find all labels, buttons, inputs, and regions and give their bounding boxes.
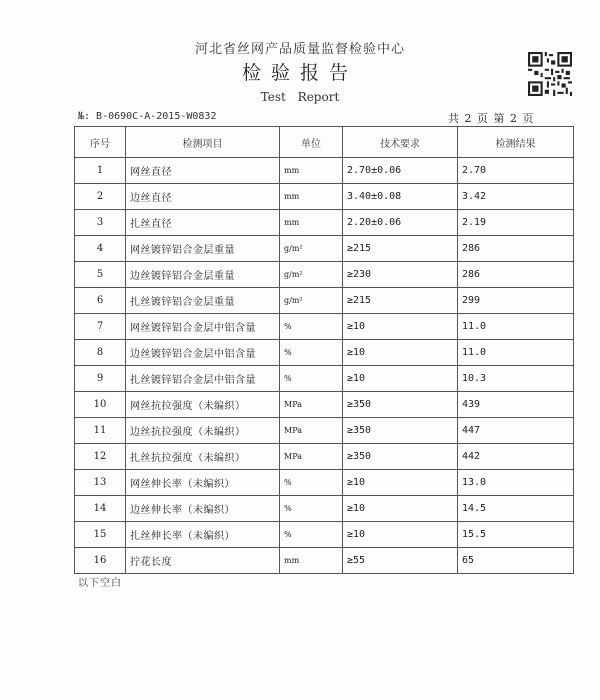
unit-cell: %: [280, 340, 343, 366]
row-number-cell: 16: [75, 548, 126, 574]
unit-cell: %: [280, 470, 343, 496]
table-row: [75, 288, 574, 314]
row-number-cell: 15: [75, 522, 126, 548]
table-row: [75, 210, 574, 236]
test-item-cell: 边丝抗拉强度（未编织）: [126, 418, 280, 444]
result-cell: 439: [458, 392, 574, 418]
table-row: [75, 470, 574, 496]
table-row: [75, 262, 574, 288]
table-row: [75, 236, 574, 262]
requirement-cell: ≥350: [343, 418, 458, 444]
table-row: [75, 366, 574, 392]
table-row: [75, 392, 574, 418]
test-item-cell: 扎丝抗拉强度（未编织）: [126, 444, 280, 470]
requirement-cell: ≥10: [343, 470, 458, 496]
requirement-cell: ≥10: [343, 522, 458, 548]
test-item-cell: 扎丝伸长率（未编织）: [126, 522, 280, 548]
requirement-cell: ≥350: [343, 444, 458, 470]
test-item-cell: 网丝镀锌铝合金层中铝含量: [126, 314, 280, 340]
report-number: №: B-0690C-A-2015-W0832: [78, 111, 217, 122]
test-item-cell: 边丝直径: [126, 184, 280, 210]
unit-cell: mm: [280, 158, 343, 184]
test-item-cell: 扎丝镀锌铝合金层重量: [126, 288, 280, 314]
row-number-cell: 7: [75, 314, 126, 340]
result-cell: 3.42: [458, 184, 574, 210]
table-row: [75, 548, 574, 574]
result-cell: 10.3: [458, 366, 574, 392]
row-number-cell: 14: [75, 496, 126, 522]
requirement-cell: 2.20±0.06: [343, 210, 458, 236]
row-number-cell: 13: [75, 470, 126, 496]
requirement-cell: ≥10: [343, 496, 458, 522]
unit-cell: %: [280, 314, 343, 340]
unit-cell: %: [280, 496, 343, 522]
qr-code-icon: [528, 52, 572, 96]
table-row: [75, 418, 574, 444]
result-cell: 299: [458, 288, 574, 314]
requirement-cell: 2.70±0.06: [343, 158, 458, 184]
row-number-cell: 8: [75, 340, 126, 366]
test-item-cell: 网丝直径: [126, 158, 280, 184]
test-item-cell: 网丝伸长率（未编织）: [126, 470, 280, 496]
table-row: [75, 496, 574, 522]
row-number-cell: 12: [75, 444, 126, 470]
unit-cell: g/m²: [280, 236, 343, 262]
table-row: [75, 340, 574, 366]
result-cell: 14.5: [458, 496, 574, 522]
table-row: [75, 522, 574, 548]
requirement-cell: ≥350: [343, 392, 458, 418]
requirement-cell: ≥55: [343, 548, 458, 574]
result-cell: 65: [458, 548, 574, 574]
row-number-cell: 4: [75, 236, 126, 262]
organization-name: 河北省丝网产品质量监督检验中心: [194, 42, 405, 57]
report-title: 检验报告: [241, 62, 358, 84]
unit-cell: mm: [280, 548, 343, 574]
result-cell: 447: [458, 418, 574, 444]
result-cell: 2.19: [458, 210, 574, 236]
test-item-cell: 扎丝直径: [126, 210, 280, 236]
unit-cell: MPa: [280, 444, 343, 470]
row-number-cell: 10: [75, 392, 126, 418]
unit-cell: %: [280, 522, 343, 548]
unit-cell: MPa: [280, 392, 343, 418]
result-cell: 2.70: [458, 158, 574, 184]
row-number-cell: 1: [75, 158, 126, 184]
test-item-cell: 边丝镀锌铝合金层重量: [126, 262, 280, 288]
column-header: 检测项目: [126, 127, 280, 158]
requirement-cell: ≥215: [343, 236, 458, 262]
row-number-cell: 5: [75, 262, 126, 288]
unit-cell: MPa: [280, 418, 343, 444]
end-note: 以下空白: [78, 578, 122, 589]
result-cell: 11.0: [458, 340, 574, 366]
test-item-cell: 边丝镀锌铝合金层中铝含量: [126, 340, 280, 366]
result-cell: 286: [458, 236, 574, 262]
table-row: [75, 158, 574, 184]
result-cell: 15.5: [458, 522, 574, 548]
unit-cell: mm: [280, 210, 343, 236]
column-header: 序号: [75, 127, 126, 158]
table-row: [75, 444, 574, 470]
unit-cell: g/m²: [280, 288, 343, 314]
test-item-cell: 扎丝镀锌铝合金层中铝含量: [126, 366, 280, 392]
page-info: 共 2 页 第 2 页: [448, 112, 535, 125]
row-number-cell: 3: [75, 210, 126, 236]
unit-cell: %: [280, 366, 343, 392]
row-number-cell: 11: [75, 418, 126, 444]
unit-cell: mm: [280, 184, 343, 210]
row-number-cell: 2: [75, 184, 126, 210]
requirement-cell: ≥230: [343, 262, 458, 288]
results-body: [75, 158, 574, 574]
requirement-cell: ≥10: [343, 366, 458, 392]
column-header: 单位: [280, 127, 343, 158]
results-table: [74, 126, 574, 574]
row-number-cell: 6: [75, 288, 126, 314]
test-item-cell: 网丝抗拉强度（未编织）: [126, 392, 280, 418]
row-number-cell: 9: [75, 366, 126, 392]
column-header: 检测结果: [458, 127, 574, 158]
table-row: [75, 314, 574, 340]
requirement-cell: ≥10: [343, 340, 458, 366]
test-item-cell: 边丝伸长率（未编织）: [126, 496, 280, 522]
requirement-cell: 3.40±0.08: [343, 184, 458, 210]
test-item-cell: 拧花长度: [126, 548, 280, 574]
result-cell: 11.0: [458, 314, 574, 340]
table-row: [75, 184, 574, 210]
result-cell: 442: [458, 444, 574, 470]
column-header: 技术要求: [343, 127, 458, 158]
report-subtitle: Test Report: [260, 90, 340, 104]
result-cell: 13.0: [458, 470, 574, 496]
unit-cell: g/m²: [280, 262, 343, 288]
requirement-cell: ≥215: [343, 288, 458, 314]
table-header-row: [75, 127, 574, 158]
requirement-cell: ≥10: [343, 314, 458, 340]
result-cell: 286: [458, 262, 574, 288]
test-item-cell: 网丝镀锌铝合金层重量: [126, 236, 280, 262]
